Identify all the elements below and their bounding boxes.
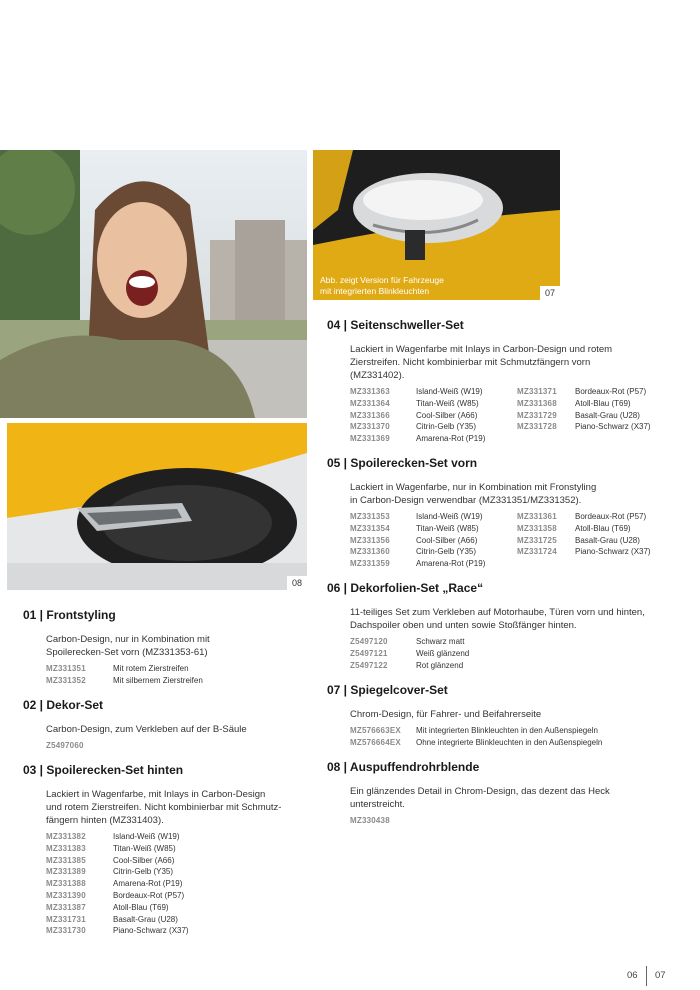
- part-label: Cool-Silber (A66): [113, 855, 175, 865]
- part-row: [46, 902, 313, 914]
- part-row: [46, 890, 313, 902]
- description-line: und rotem Zierstreifen. Nicht kombinierbar mit Schmutz-: [46, 802, 282, 813]
- section-description: [327, 343, 672, 382]
- section-06-dekorfolien: [327, 581, 672, 671]
- part-code: MZ331363: [350, 387, 390, 396]
- section-03-spoilerecken-hinten: [23, 763, 313, 937]
- part-code: MZ331382: [46, 832, 86, 841]
- part-label: Atoll-Blau (T69): [113, 902, 169, 912]
- part-row: [46, 855, 313, 867]
- part-code: MZ331383: [46, 843, 86, 853]
- part-label: Ohne integrierte Blinkleuchten in den Außenspiegeln: [416, 737, 603, 747]
- part-number-list: [327, 725, 672, 749]
- part-row: [517, 398, 651, 410]
- part-code: MZ331388: [46, 879, 86, 889]
- description-line: Lackiert in Wagenfarbe, nur in Kombination mit Fronstyling: [350, 482, 597, 493]
- part-code: MZ331389: [46, 867, 86, 877]
- page-number-left: 06: [627, 970, 638, 981]
- part-row: [46, 831, 313, 843]
- part-label: Citrin-Gelb (Y35): [416, 422, 477, 432]
- part-row: [517, 421, 651, 433]
- part-row: [350, 523, 517, 535]
- part-row: [350, 558, 517, 570]
- part-number-table: [327, 386, 672, 445]
- part-code: Z5497060: [46, 741, 84, 750]
- part-label: Schwarz matt: [416, 637, 465, 646]
- part-label: Basalt-Grau (U28): [113, 914, 178, 924]
- section-title: 03 | Spoilerecken-Set hinten: [23, 763, 184, 777]
- part-row: [517, 410, 651, 422]
- part-label: Atoll-Blau (T69): [575, 398, 631, 408]
- part-code: MZ331360: [350, 547, 390, 557]
- part-label: Amarena-Rot (P19): [416, 559, 486, 569]
- part-code: MZ331369: [350, 434, 390, 444]
- left-column: [350, 511, 517, 570]
- section-description: [327, 708, 672, 721]
- description-line: Chrom-Design, für Fahrer- und Beifahrerseite: [350, 709, 542, 720]
- part-label: Island-Weiß (W19): [113, 832, 180, 841]
- section-description: [23, 633, 313, 659]
- right-column: [517, 511, 651, 570]
- part-row: [46, 866, 313, 878]
- part-label: Amarena-Rot (P19): [416, 434, 486, 444]
- section-description: [327, 606, 672, 632]
- part-label: Titan-Weiß (W85): [113, 843, 176, 853]
- description-line: Ein glänzendes Detail in Chrom-Design, das dezent das Heck: [350, 786, 610, 797]
- part-code: MZ331366: [350, 410, 390, 420]
- section-05-spoilerecken-vorn: [327, 456, 672, 570]
- part-code: MZ331728: [517, 422, 557, 432]
- section-08-auspuffendrohrblende: [327, 760, 672, 827]
- part-row: [517, 511, 651, 523]
- part-label: Rot glänzend: [416, 660, 464, 670]
- part-label: Bordeaux-Rot (P57): [575, 512, 647, 521]
- part-label: Island-Weiß (W19): [416, 512, 483, 521]
- part-code: MZ576664EX: [350, 737, 401, 747]
- part-row: [350, 421, 517, 433]
- section-description: [327, 785, 672, 811]
- part-label: Piano-Schwarz (X37): [575, 547, 651, 557]
- part-label: Island-Weiß (W19): [416, 387, 483, 396]
- part-row: [350, 535, 517, 547]
- page-number-right: 07: [655, 970, 666, 981]
- photo-number-badge: 07: [540, 286, 560, 300]
- part-row: [350, 636, 672, 648]
- page-number-divider: [646, 966, 647, 986]
- part-row: [350, 660, 672, 672]
- part-code: MZ331351: [46, 664, 86, 673]
- part-row: [350, 433, 517, 445]
- part-code: MZ331358: [517, 523, 557, 533]
- part-code: MZ331370: [350, 422, 390, 432]
- part-code: MZ331371: [517, 387, 557, 396]
- part-label: Atoll-Blau (T69): [575, 523, 631, 533]
- part-label: Amarena-Rot (P19): [113, 879, 183, 889]
- part-number-list: [327, 636, 672, 671]
- description-line: in Carbon-Design verwendbar (MZ331351/MZ331352).: [350, 495, 582, 506]
- section-02-dekor-set: [23, 698, 313, 752]
- part-row: [350, 737, 672, 749]
- section-title: 07 | Spiegelcover-Set: [327, 683, 448, 697]
- description-line: Dachspoiler oben und unten sowie Stoßfänger hinten.: [350, 620, 577, 631]
- part-row: [46, 878, 313, 890]
- part-row: [350, 386, 517, 398]
- part-label: Mit integrierten Blinkleuchten in den Außenspiegeln: [416, 726, 598, 735]
- section-description: [23, 723, 313, 736]
- part-label: Mit rotem Zierstreifen: [113, 664, 189, 673]
- description-line: fängern hinten (MZ331403).: [46, 815, 164, 826]
- description-line: Lackiert in Wagenfarbe mit Inlays in Carbon-Design und rotem: [350, 344, 613, 355]
- part-row: [350, 815, 672, 827]
- mirror-photo: [313, 150, 560, 300]
- part-number-list: [23, 831, 313, 937]
- part-row: [517, 546, 651, 558]
- part-code: MZ331390: [46, 890, 86, 900]
- part-code: MZ331387: [46, 902, 86, 912]
- part-code: MZ331353: [350, 512, 390, 521]
- section-01-frontstyling: [23, 608, 313, 687]
- description-line: Zierstreifen. Nicht kombinierbar mit Schmutzfängern vorn: [350, 357, 591, 368]
- part-code: MZ331354: [350, 523, 390, 533]
- part-row: [517, 535, 651, 547]
- description-line: Carbon-Design, nur in Kombination mit: [46, 634, 210, 645]
- description-line: 11-teiliges Set zum Verkleben auf Motorhaube, Türen vorn und hinten,: [350, 607, 645, 618]
- part-row: [350, 725, 672, 737]
- part-row: [350, 398, 517, 410]
- part-label: Basalt-Grau (U28): [575, 410, 640, 420]
- part-label: Citrin-Gelb (Y35): [113, 867, 174, 877]
- part-code: MZ331359: [350, 559, 390, 569]
- section-description: [23, 788, 313, 827]
- description-line: unterstreicht.: [350, 799, 405, 810]
- part-label: Weiß glänzend: [416, 648, 470, 658]
- part-row: [350, 511, 517, 523]
- part-row: [46, 740, 313, 752]
- part-row: [46, 925, 313, 937]
- mirror-caption: [320, 275, 444, 297]
- part-row: [350, 648, 672, 660]
- part-code: Z5497121: [350, 648, 388, 658]
- part-row: [350, 546, 517, 558]
- part-code: MZ331724: [517, 547, 557, 557]
- part-code: MZ331725: [517, 535, 557, 545]
- section-title: 01 | Frontstyling: [23, 608, 116, 622]
- section-title: 05 | Spoilerecken-Set vorn: [327, 456, 478, 470]
- part-code: MZ331356: [350, 535, 390, 545]
- part-code: MZ576663EX: [350, 726, 401, 735]
- part-label: Cool-Silber (A66): [416, 535, 478, 545]
- part-code: MZ331385: [46, 855, 86, 865]
- right-column: [517, 386, 651, 445]
- part-number-table: [327, 511, 672, 570]
- section-title: 02 | Dekor-Set: [23, 698, 104, 712]
- part-row: [350, 410, 517, 422]
- part-label: Mit silbernem Zierstreifen: [113, 675, 203, 685]
- section-04-seitenschweller: [327, 318, 672, 445]
- caption-line: Abb. zeigt Version für Fahrzeuge: [320, 275, 444, 285]
- part-number-list: [327, 815, 672, 827]
- description-line: Carbon-Design, zum Verkleben auf der B-Säule: [46, 724, 247, 735]
- part-row: [517, 523, 651, 535]
- section-07-spiegelcover: [327, 683, 672, 749]
- part-code: MZ331729: [517, 410, 557, 420]
- section-title: 08 | Auspuffendrohrblende: [327, 760, 480, 774]
- photo-number-badge: 08: [287, 576, 307, 590]
- part-label: Piano-Schwarz (X37): [575, 422, 651, 432]
- part-code: MZ330438: [350, 816, 390, 825]
- part-label: Bordeaux-Rot (P57): [113, 890, 185, 900]
- part-code: MZ331368: [517, 398, 557, 408]
- description-line: (MZ331402).: [350, 370, 405, 381]
- section-title: 06 | Dekorfolien-Set „Race“: [327, 581, 484, 595]
- part-code: Z5497122: [350, 660, 388, 670]
- part-label: Cool-Silber (A66): [416, 410, 478, 420]
- left-column: [350, 386, 517, 445]
- part-label: Piano-Schwarz (X37): [113, 926, 189, 936]
- description-line: Lackiert in Wagenfarbe, mit Inlays in Carbon-Design: [46, 789, 266, 800]
- part-code: MZ331352: [46, 675, 86, 685]
- exhaust-photo: [7, 423, 307, 590]
- part-label: Citrin-Gelb (Y35): [416, 547, 477, 557]
- part-row: [46, 843, 313, 855]
- part-label: Basalt-Grau (U28): [575, 535, 640, 545]
- part-code: MZ331730: [46, 926, 86, 936]
- part-code: MZ331731: [46, 914, 86, 924]
- woman-selfie-photo: [0, 150, 307, 418]
- part-row: [517, 386, 651, 398]
- part-label: Bordeaux-Rot (P57): [575, 387, 647, 396]
- part-code: MZ331361: [517, 512, 557, 521]
- description-line: Spoilerecken-Set vorn (MZ331353-61): [46, 647, 208, 658]
- caption-line: mit integrierten Blinkleuchten: [320, 286, 430, 296]
- part-label: Titan-Weiß (W85): [416, 523, 479, 533]
- part-row: [46, 663, 313, 675]
- part-code: MZ331364: [350, 398, 390, 408]
- part-number-list: [23, 740, 313, 752]
- part-row: [46, 914, 313, 926]
- part-label: Titan-Weiß (W85): [416, 398, 479, 408]
- part-number-list: [23, 663, 313, 687]
- section-description: [327, 481, 672, 507]
- section-title: 04 | Seitenschweller-Set: [327, 318, 464, 332]
- part-row: [46, 675, 313, 687]
- part-code: Z5497120: [350, 637, 388, 646]
